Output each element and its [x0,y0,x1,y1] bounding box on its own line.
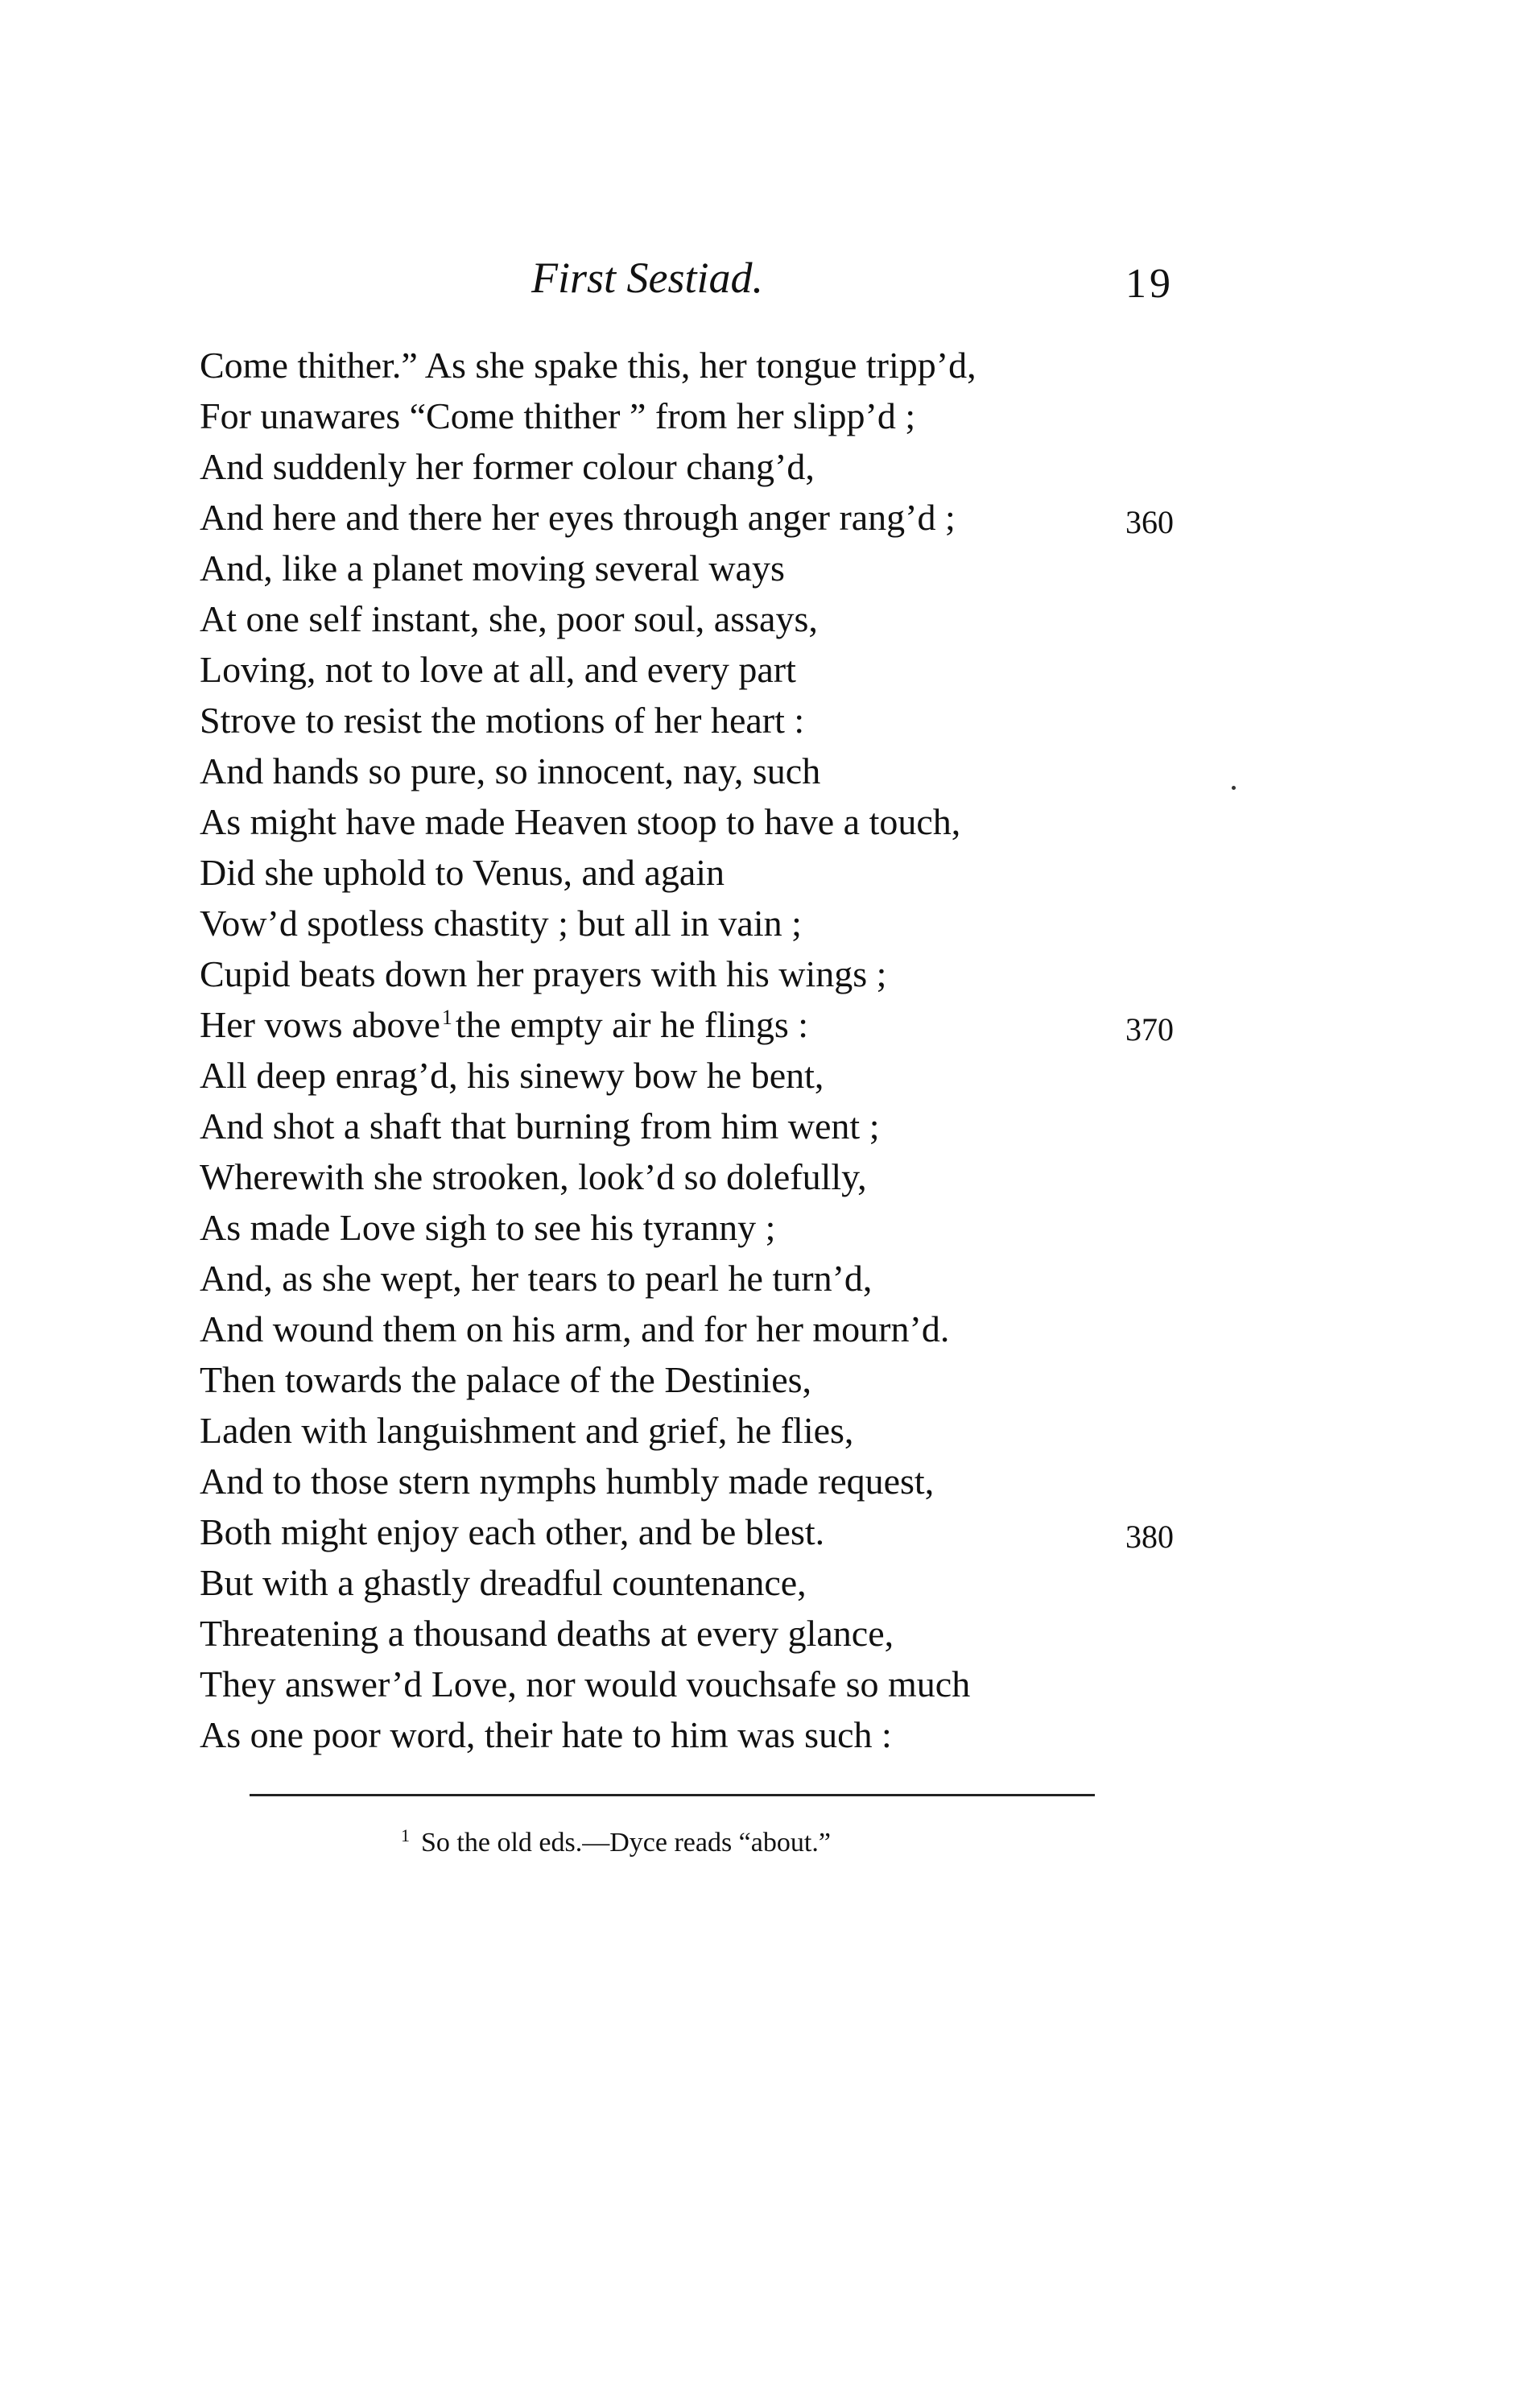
footnote-mark: 1 [401,1825,410,1845]
verse-line [200,340,1246,391]
verse-line-text: Loving, not to love at all, and every part [200,649,796,690]
verse-line-text: Strove to resist the motions of her heart : [200,700,805,741]
verse-line-text: Cupid beats down her prayers with his wings ; [200,953,887,994]
verse-line [200,1506,1246,1557]
verse-line-text: Wherewith she strooken, look’d so dolefully, [200,1156,867,1197]
verse-line-text: For unawares “Come thither ” from her slipp’d ; [200,395,916,436]
verse-line-text: As one poor word, their hate to him was such : [200,1714,892,1755]
verse-line-text: They answer’d Love, nor would vouchsafe so much [200,1663,971,1705]
verse-line [200,391,1246,441]
print-speck [1232,786,1236,790]
verse-line-text: And here and there her eyes through anger rang’d ; [200,497,956,538]
line-number: 380 [1125,1519,1174,1555]
verse-line [200,593,1246,644]
verse-line-text: Threatening a thousand deaths at every glance, [200,1613,894,1654]
verse-line-text: And, like a planet moving several ways [200,548,785,589]
verse-line [200,746,1246,796]
verse-line [200,1202,1246,1253]
verse-line [200,948,1246,999]
verse-line-text: And hands so pure, so innocent, nay, such [200,750,821,791]
verse-line-text: Her vows above [200,1004,440,1045]
running-header [0,242,1540,314]
footnote [401,1823,831,1866]
verse-line [200,1659,1246,1709]
verse-line-text: Did she uphold to Venus, and again [200,852,725,893]
line-number: 360 [1125,504,1174,540]
verse-line [200,898,1246,948]
verse-line [200,1354,1246,1405]
verse-line [200,1101,1246,1151]
verse-line [200,1253,1246,1304]
verse-line-text: And, as she wept, her tears to pearl he turn’d, [200,1258,873,1299]
verse-line [200,999,1246,1050]
verse-line-text: Laden with languishment and grief, he flies, [200,1410,854,1451]
verse-line [200,1151,1246,1202]
verse-line [200,796,1246,847]
verse-line [200,1456,1246,1506]
verse-line-text: As might have made Heaven stoop to have a touch, [200,801,961,842]
verse-line-text: All deep enrag’d, his sinewy bow he bent, [200,1055,824,1096]
verse-line-text: And wound them on his arm, and for her mourn’d. [200,1308,950,1349]
page-number: 19 [1125,261,1174,307]
running-title: First Sestiad. [531,254,764,302]
verse-block [200,340,1246,1760]
verse-line-text-continued: the empty air he flings : [455,1004,809,1045]
verse-line [200,441,1246,492]
verse-line [200,1050,1246,1101]
verse-line-text: At one self instant, she, poor soul, assays, [200,598,818,639]
verse-line [200,1405,1246,1456]
verse-line-text: Both might enjoy each other, and be blest. [200,1511,825,1552]
verse-line-text: Vow’d spotless chastity ; but all in vain ; [200,903,802,944]
verse-line [200,1709,1246,1760]
verse-line-text: And to those stern nymphs humbly made request, [200,1461,935,1502]
verse-line [200,492,1246,543]
footnote-reference: 1 [441,1006,452,1029]
verse-line [200,543,1246,593]
verse-line-text: But with a ghastly dreadful countenance, [200,1562,807,1603]
line-number: 370 [1125,1011,1174,1048]
footnote-text: So the old eds.—Dyce reads “about.” [421,1828,831,1858]
verse-line [200,695,1246,746]
verse-line [200,1557,1246,1608]
footnote-rule [250,1794,1095,1796]
verse-line [200,847,1246,898]
verse-line-text: As made Love sigh to see his tyranny ; [200,1207,776,1248]
verse-line-text: Come thither.” As she spake this, her tongue tripp’d, [200,345,976,386]
verse-line [200,1608,1246,1659]
verse-line-text: Then towards the palace of the Destinies, [200,1359,812,1400]
verse-line-text: And shot a shaft that burning from him went ; [200,1105,880,1147]
verse-line-text: And suddenly her former colour chang’d, [200,446,815,487]
verse-line [200,644,1246,695]
verse-line [200,1304,1246,1354]
